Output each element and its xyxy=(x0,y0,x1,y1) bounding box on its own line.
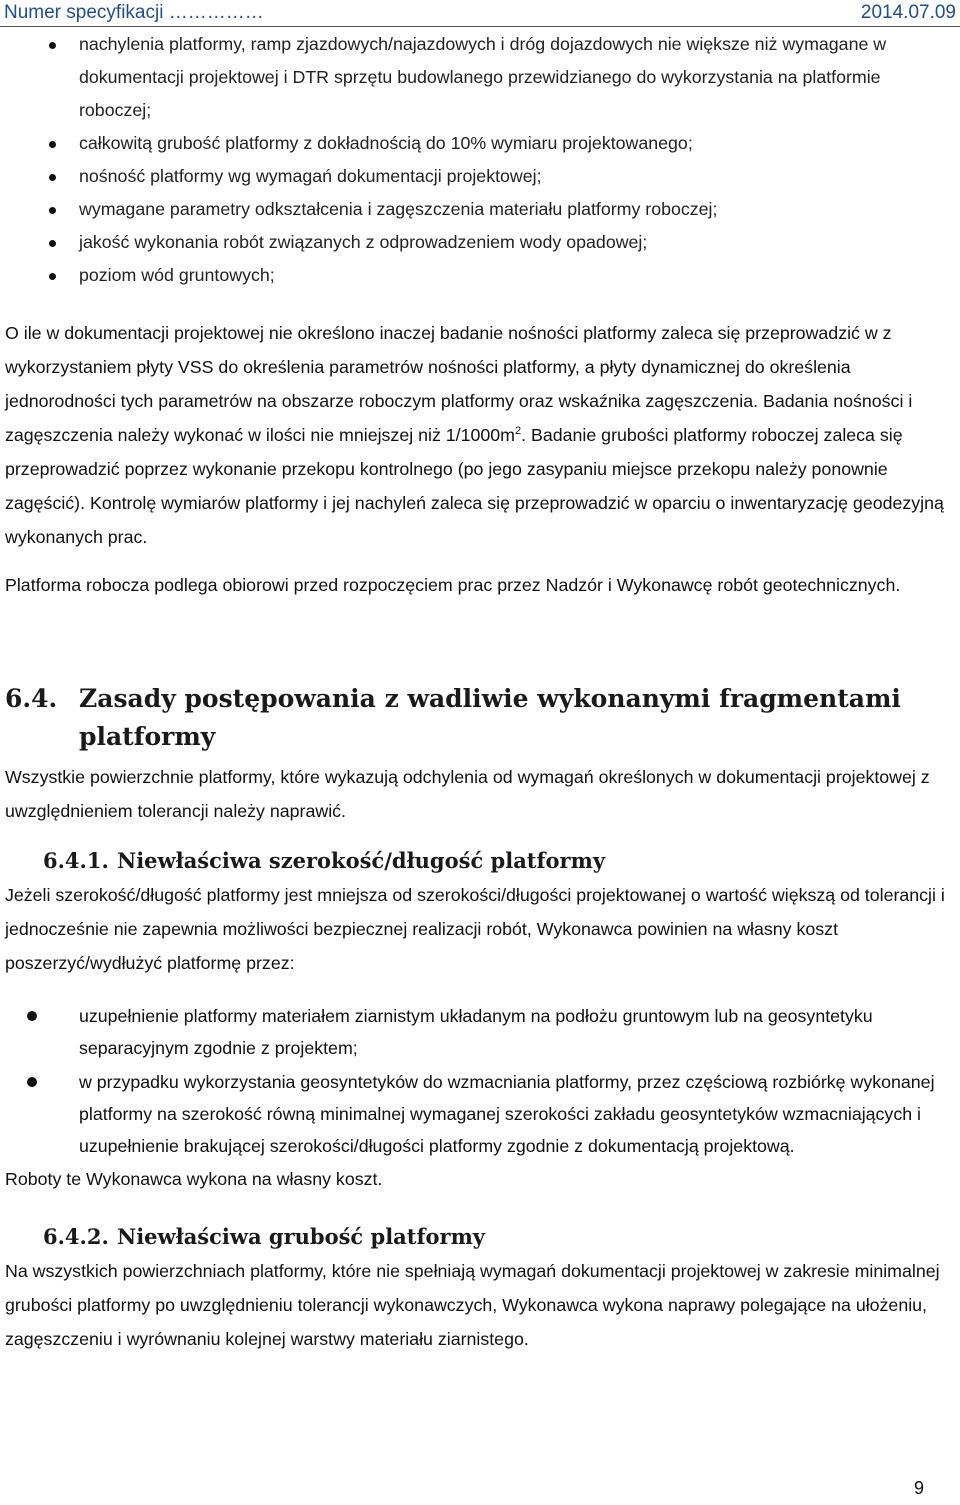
section-title: Zasady postępowania z wadliwie wykonanymi fragmentami platformy xyxy=(79,684,901,751)
document-body xyxy=(5,26,950,1356)
list-item: w przypadku wykorzystania geosyntetyków do wzmacniania platformy, przez częściową rozbiórkę wykonanej platformy na szerokość równą minimalnej wymaganej szerokości zakładu geosyntetyków wzmacniających i uzupełnienie brakującej szerokości/długości platformy zgodnie z dokumentacją projektową. xyxy=(5,1066,950,1162)
subsection-number: 6.4.1. xyxy=(43,848,109,873)
paragraph-width: Jeżeli szerokość/długość platformy jest mniejsza od szerokości/długości projektowanej o wartość większą od tolerancji i jednocześnie nie zapewnia możliwości bezpiecznej realizacji robót, Wykonawca powinien na własny koszt poszerzyć/wydłużyć platformę przez: xyxy=(5,885,945,973)
paragraph-testing: O ile w dokumentacji projektowej nie określono inaczej badanie nośności platformy zaleca się przeprowadzić w z wykorzystaniem płyty VSS do określenia parametrów nośności platformy, a płyty dynamicznej do określenia jednorodności tych parametrów na obszarze roboczym platformy oraz wskaźnika zagęszczenia. Badania nośności i zagęszczenia należy wykonać w ilości nie mniejszej niż $1/1000m^2$. Badanie grubości platformy roboczej zaleca się przeprowadzić poprzez wykonanie przekopu kontrolnego (po jego zasypaniu miejsce przekopu należy ponownie zagęścić). Kontrolę wymiarów platformy i jej nachyleń zaleca się przeprowadzić w oparciu o inwentaryzację geodezyjną wykonanych prac. xyxy=(5,323,944,547)
list-item: jakość wykonania robót związanych z odprowadzeniem wody opadowej; xyxy=(5,226,950,259)
list-item: wymagane parametry odkształcenia i zagęszczenia materiału platformy roboczej; xyxy=(5,193,950,226)
requirements-list xyxy=(5,28,950,292)
paragraph-repair: Wszystkie powierzchnie platformy, które wykazują odchylenia od wymagań określonych w dokumentacji projektowej z uwzględnieniem tolerancji należy naprawić. xyxy=(5,767,930,821)
subsection-number: 6.4.2. xyxy=(43,1224,109,1249)
paragraph-cost: Roboty te Wykonawca wykona na własny koszt. xyxy=(5,1169,383,1189)
subsection-title: Niewłaściwa szerokość/długość platformy xyxy=(117,848,606,873)
page-header xyxy=(0,0,960,27)
bullet-icon xyxy=(49,174,56,181)
list-item: całkowitą grubość platformy z dokładnością do 10% wymiaru projektowanego; xyxy=(5,127,950,160)
section-number: 6.4. xyxy=(5,684,58,713)
bullet-icon xyxy=(49,141,56,148)
list-item: poziom wód gruntowych; xyxy=(5,259,950,292)
bullet-icon xyxy=(49,207,56,214)
superscript: 2 xyxy=(514,425,522,438)
list-item: nachylenia platformy, ramp zjazdowych/najazdowych i dróg dojazdowych nie większe niż wymagane w dokumentacji projektowej i DTR sprzętu budowlanego przewidzianego do wykorzystania na platformie roboczej; xyxy=(5,28,950,127)
bullet-icon xyxy=(49,240,56,247)
header-date: 2014.07.09 xyxy=(860,2,956,23)
subsection-heading xyxy=(5,1220,950,1254)
list-item: nośność platformy wg wymagań dokumentacji projektowej; xyxy=(5,160,950,193)
section-heading xyxy=(5,680,950,756)
page-number: 9 xyxy=(913,1478,924,1498)
subsection-title: Niewłaściwa grubość platformy xyxy=(117,1224,486,1249)
paragraph-acceptance: Platforma robocza podlega obiorowi przed rozpoczęciem prac przez Nadzór i Wykonawcę robót geotechnicznych. xyxy=(5,575,901,595)
list-item: uzupełnienie platformy materiałem ziarnistym układanym na podłożu gruntowym lub na geosyntetyku separacyjnym zgodnie z projektem; xyxy=(5,1000,950,1064)
bullet-icon xyxy=(49,42,56,49)
bullet-icon xyxy=(49,273,56,280)
bullet-icon xyxy=(27,1011,37,1021)
bullet-icon xyxy=(27,1077,37,1087)
paragraph-thickness: Na wszystkich powierzchniach platformy, które nie spełniają wymagań dokumentacji projektowej w zakresie minimalnej grubości platformy po uwzględnieniu tolerancji wykonawczych, Wykonawca wykona naprawy polegające na ułożeniu, zagęszczeniu i wyrównaniu kolejnej warstwy materiału ziarnistego. xyxy=(5,1261,940,1349)
spec-number-label: Numer specyfikacji …………… xyxy=(4,2,264,23)
remedy-list xyxy=(5,1000,950,1162)
subsection-heading xyxy=(5,844,950,878)
